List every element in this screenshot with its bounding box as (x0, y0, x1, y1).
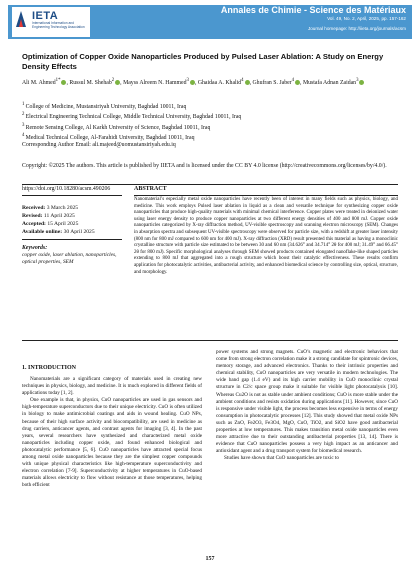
online-label: Available online: (22, 229, 63, 235)
article-dates (22, 204, 95, 236)
abstract-text: Nanomaterial’s especially metal oxide nanoparticles have recently been of interest in many fields such as physics, biology, and medicine. This work employs Pulsed laser ablation in liquid as a clean and versatile technique for synthesizing copper oxide nanoparticles that produce high-quality materials with minimal chemical interference. Copper plates were treated in deionized water using laser energy density to produce copper nanoparticles at two different energy densities of 400 and 800 mJ. Copper oxide nanoparticles categorized by X-ray diffraction method, UV-visible spectroscopy and scanning electron microscopy (SEM). Changes in absorption spectra and subsequent UV-visible spectroscopy were observed for particle size, with a redshift at greater laser intensity (800 nm for 800 mJ compared to 600 nm for 400 mJ). X-ray diffraction (XRD) result presented this material as having a monoclinic crystalline structure with particle size estimated to be between 30 and 60 nm (34.626° and 34.714° 2θ for 400 mJ; 31.49° and 66.45° 2θ for 800 mJ). Specific morphological analyses through SEM showed products contained elongated nanoflake-like shaped particles extending to 800 mJ that aggregated into a rough structure which boost their catalytic effectiveness. These results confirm application for photocatalytic activities, antibacterial activity, and enhanced biomedical science by controlling size, optical, structure, and morphology. (134, 197, 398, 275)
author-affiliation-mark: 2 (111, 78, 115, 83)
orcid-icon[interactable] (245, 80, 250, 85)
author-name: Russul M. Shehab (69, 79, 112, 86)
orcid-icon[interactable] (190, 80, 195, 85)
affiliation (22, 101, 402, 111)
doi-link[interactable]: https://doi.org/10.18280/acsm.490206 (22, 186, 111, 192)
revised-date: 11 April 2025 (43, 213, 75, 219)
author-name: Mustafa Adnan Zaidan (302, 79, 357, 86)
intro-paragraph: power systems and strong magnets. CuO’s magnetic and electronic behaviors that come from strong electron correlation make it a strong candidate for spintronic devices, memory storage, and advanced electronics. Thanks to their intrinsic properties and chemical stability, CuO nanoparticles are very versatile in modern technologies. The wide band gap (1.4 eV) and its high carrier mobility in CuO monoclinic crystal structure in C2/c space group make it suitable for visible light photocatalysis [10]. Whereas Cu2O is not as stable under ambient conditions; CuO is more stable under the ambient conditions and resists oxidation during applications [11]. However, since CuO is responsive under visible light, the process becomes less expensive in terms of energy consumption in photocatalytic processes [12]. This study showed that metal oxide NPs such as ZnO, Fe2O3, Fe3O4, MgO, CuO, TiO2, and SiO2 have good antibacterial properties at low temperatures. This makes transition metal oxide nanoparticles even more attractive due to their outstanding antibacterial properties [13, 14]. There is evidence that CuO nanoparticles possess a very high impact as an anticancer and antioxidant agent and a drug transport system for biomedical research. (216, 349, 398, 455)
accepted-label: Accepted: (22, 221, 46, 227)
author-name: Ali M. Ahmed (22, 79, 56, 86)
revised-label: Revised: (22, 213, 43, 219)
affiliation-number: 4 (22, 132, 26, 138)
received-label: Received: (22, 205, 46, 211)
divider (22, 184, 398, 185)
copyright-notice: Copyright: ©2025 The authors. This article is published by IIETA and is licensed under the CC BY 4.0 license (http://creativecommons.org/licenses/by/4.0/). (22, 163, 387, 169)
affiliation-text: Medical Technical College, Al-Farahidi University, Baghdad 10011, Iraq (25, 134, 195, 141)
author-list: Ali M. Ahmed$^{1*}$ , Russul M. Shehab$^2$ , Mayss Alreem N. Hammed$^3$ , Ghaidaa A. Khalid$^4$ , Ghufran S. Jaber$^4$ , Mustafa Adnan Zaidan$^3$ (22, 77, 402, 87)
article-title: Optimization of Copper Oxide Nanoparticles Produced by Pulsed Laser Ablation: A Study on Energy Density Effects (22, 52, 384, 71)
received-date: 3 March 2025 (46, 205, 79, 211)
orcid-icon[interactable] (359, 80, 364, 85)
keywords-heading: Keywords: (22, 245, 48, 251)
author-affiliation-mark: 3 (186, 78, 189, 83)
divider (22, 239, 122, 240)
affiliation-text: Electrical Engineering Technical College, Middle Technical University, Baghdad 10011, Iraq (25, 114, 242, 121)
online-date: 30 April 2025 (63, 229, 95, 235)
author-affiliation-mark: 4 (291, 78, 295, 83)
logo-text: IETA (32, 10, 59, 22)
ieta-logo-icon (14, 9, 28, 29)
intro-left-column (22, 376, 202, 490)
divider (134, 195, 398, 196)
affiliation-number: 3 (22, 122, 26, 128)
intro-paragraph: Studies have shown that CuO nanoparticles are toxic to (224, 455, 339, 462)
orcid-icon[interactable] (295, 80, 300, 85)
journal-logo (12, 7, 90, 37)
page-number: 157 (205, 556, 215, 562)
journal-volume: Vol. 49, No. 2, April, 2025, pp. 157-162 (327, 16, 406, 21)
intro-paragraph: One example is that, in physics, CuO nanoparticles are used in gas sensors and high-temperature superconductors due to their unique electricity. CuO is often utilized in biology to make antimicrobial coatings and aids in wound healing. CuO NPs, because of their high surface activity and biocompatibility, are used in medicine as drug carriers, anticancer agents, and contrast agents for imaging [3, 4]. In the past years, several researchers have synthesized and characterized metal oxide nanoparticles including copper oxide, and found enhanced biological and photocatalytic performance [5, 6]. CuO nanoparticles have attracted special focus among metal oxide nanoparticles because they are the simplest copper compounds with unique physical characteristics like high-temperature superconductivity and electron correlation [7-9]. Superconductivity at higher temperatures in CuO-based materials allows electricity to flow without resistance at those temperatures, helping both efficient (22, 397, 202, 489)
affiliation (22, 132, 402, 142)
author-affiliation-mark: 3 (356, 78, 359, 83)
logo-subtitle: International Information and Engineering Technology Association (32, 21, 85, 29)
intro-right-column (216, 349, 398, 463)
affiliation-number: 1 (22, 102, 26, 107)
abstract-heading: ABSTRACT (134, 186, 167, 192)
journal-title: Annales de Chimie - Science des Matériaux (220, 5, 406, 15)
section-heading-introduction: 1. INTRODUCTION (22, 365, 77, 371)
affiliation-text: College of Medicine, Mustansiriyah University, Baghdad 10011, Iraq (25, 103, 187, 110)
orcid-icon[interactable] (61, 80, 66, 85)
author-name: Mayss Alreem N. Hammed (123, 79, 187, 86)
author-affiliation-mark: 4 (241, 78, 244, 83)
author-name: Ghaidaa A. Khalid (197, 79, 242, 86)
orcid-icon[interactable] (115, 80, 120, 85)
author-affiliation-mark: 1* (55, 78, 61, 83)
journal-homepage-link[interactable]: Journal homepage: http://iieta.org/journals/acsm (307, 26, 406, 31)
divider (22, 195, 122, 196)
accepted-date: 15 April 2025 (47, 221, 79, 227)
affiliation (22, 122, 402, 132)
affiliation (22, 111, 402, 121)
corresponding-author: Corresponding Author Email: ali.majeed@uomustansiriyah.edu.iq (22, 142, 176, 148)
affiliation-list (22, 101, 402, 142)
divider (22, 340, 398, 341)
affiliation-text: Remote Sensing College, Al Karkh University of Science, Baghdad 10011, Iraq (25, 124, 211, 131)
author-name: Ghufran S. Jaber (252, 79, 292, 86)
intro-paragraph: Nanomaterials are a significant category of materials used in creating new techniques in physics, biology, and medicine. It is much explored in different fields of applications today [1, 2]. (22, 376, 202, 397)
affiliation-number: 2 (22, 112, 26, 118)
keywords: copper oxide, laser ablation, nanoparticles, optical properties, SEM (22, 252, 117, 265)
